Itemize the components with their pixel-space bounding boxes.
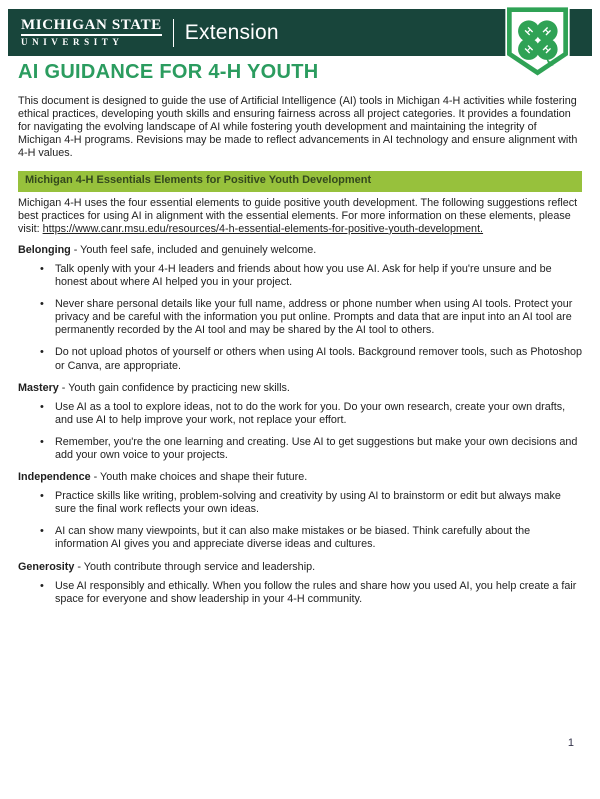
- independence-bullet-list: [18, 490, 582, 551]
- element-heading-belonging: [18, 244, 582, 257]
- msu-wordmark: [21, 18, 162, 48]
- svg-text:H: H: [540, 43, 553, 56]
- list-item: • Do not upload photos of yourself or others when using AI tools. Background remover tools, such as Photoshop or Canva, are appropriate.: [55, 346, 582, 372]
- element-name: Independence: [18, 471, 91, 484]
- element-name: Belonging: [18, 243, 71, 256]
- list-item: • Use AI responsibly and ethically. When you follow the rules and share how you used AI, you help create a fair space for everyone and show leadership in your 4-H community.: [55, 580, 582, 606]
- 4h-clover-emblem-icon: [504, 6, 571, 79]
- list-item: • Remember, you're the one learning and creating. Use AI to get suggestions but make your own decisions and add your own voice to your projects.: [55, 436, 582, 462]
- svg-text:H: H: [523, 25, 535, 38]
- list-item: • Practice skills like writing, problem-solving and creativity by using AI to brainstorm or edit but always make sure the final work reflects your own ideas.: [55, 490, 582, 516]
- element-name: Generosity: [18, 560, 75, 573]
- intro-paragraph: This document is designed to guide the use of Artificial Intelligence (AI) tools in Michigan 4-H activities while fostering ethical practices, developing youth skills and ensuring fairness across all project categories. It provides a foundation for navigating the evolving landscape of AI while fostering youth development and maintaining the integrity of Michigan 4-H programs. Revisions may be made to reflect advancements in AI technology and ensure alignment with 4-H values.: [18, 95, 578, 160]
- element-heading-mastery: [18, 382, 582, 395]
- essential-elements-link[interactable]: https://www.canr.msu.edu/resources/4-h-essential-elements-for-positive-youth-development.: [42, 222, 484, 235]
- generosity-bullet-list: [18, 580, 582, 606]
- list-item: • Never share personal details like your full name, address or phone number when using AI tools. Protect your privacy and be careful with the information you put online. Prompts and data that are input into an AI tool are permanently recorded by the AI tool and may be shared by the AI tool to others.: [55, 298, 582, 337]
- list-item: • AI can show many viewpoints, but it can also make mistakes or be biased. Think carefully about the information AI gives you and appreciate diverse ideas and cultures.: [55, 525, 582, 551]
- element-description: - Youth make choices and shape their future.: [90, 471, 308, 484]
- section-intro-text: Michigan 4-H uses the four essential elements to guide positive youth development. The following suggestions reflect best practices for using AI in alignment with the essential elements. For more information on these elements, please visit:: [18, 196, 578, 235]
- page-title: AI GUIDANCE FOR 4-H YOUTH: [18, 61, 319, 83]
- document-body: [18, 95, 582, 615]
- element-heading-generosity: [18, 561, 582, 574]
- svg-text:H: H: [523, 43, 535, 56]
- msu-wordmark-line1: MICHIGAN STATE: [21, 18, 162, 37]
- list-item: • Talk openly with your 4-H leaders and friends about how you use AI. Ask for help if you're unsure and be honest about where AI helped you in your project.: [55, 263, 582, 289]
- list-item: • Use AI as a tool to explore ideas, not to do the work for you. Do your own research, create your own drafts, and use AI to help improve your work, not replace your effort.: [55, 401, 582, 427]
- belonging-bullet-list: [18, 263, 582, 373]
- element-heading-independence: [18, 471, 582, 484]
- svg-text:H: H: [540, 25, 553, 38]
- mastery-bullet-list: [18, 401, 582, 462]
- msu-extension-logo: [21, 18, 279, 48]
- element-name: Mastery: [18, 381, 59, 394]
- element-description: - Youth feel safe, included and genuinely welcome.: [70, 243, 317, 256]
- logo-divider: [173, 19, 174, 47]
- msu-wordmark-line2: UNIVERSITY: [21, 37, 124, 48]
- extension-label: Extension: [184, 20, 279, 44]
- element-description: - Youth gain confidence by practicing new skills.: [58, 381, 290, 394]
- section-intro-paragraph: [18, 197, 582, 236]
- element-description: - Youth contribute through service and leadership.: [74, 560, 316, 573]
- section-heading-essential-elements: Michigan 4-H Essentials Elements for Positive Youth Development: [18, 171, 582, 191]
- page-number: 1: [567, 737, 574, 749]
